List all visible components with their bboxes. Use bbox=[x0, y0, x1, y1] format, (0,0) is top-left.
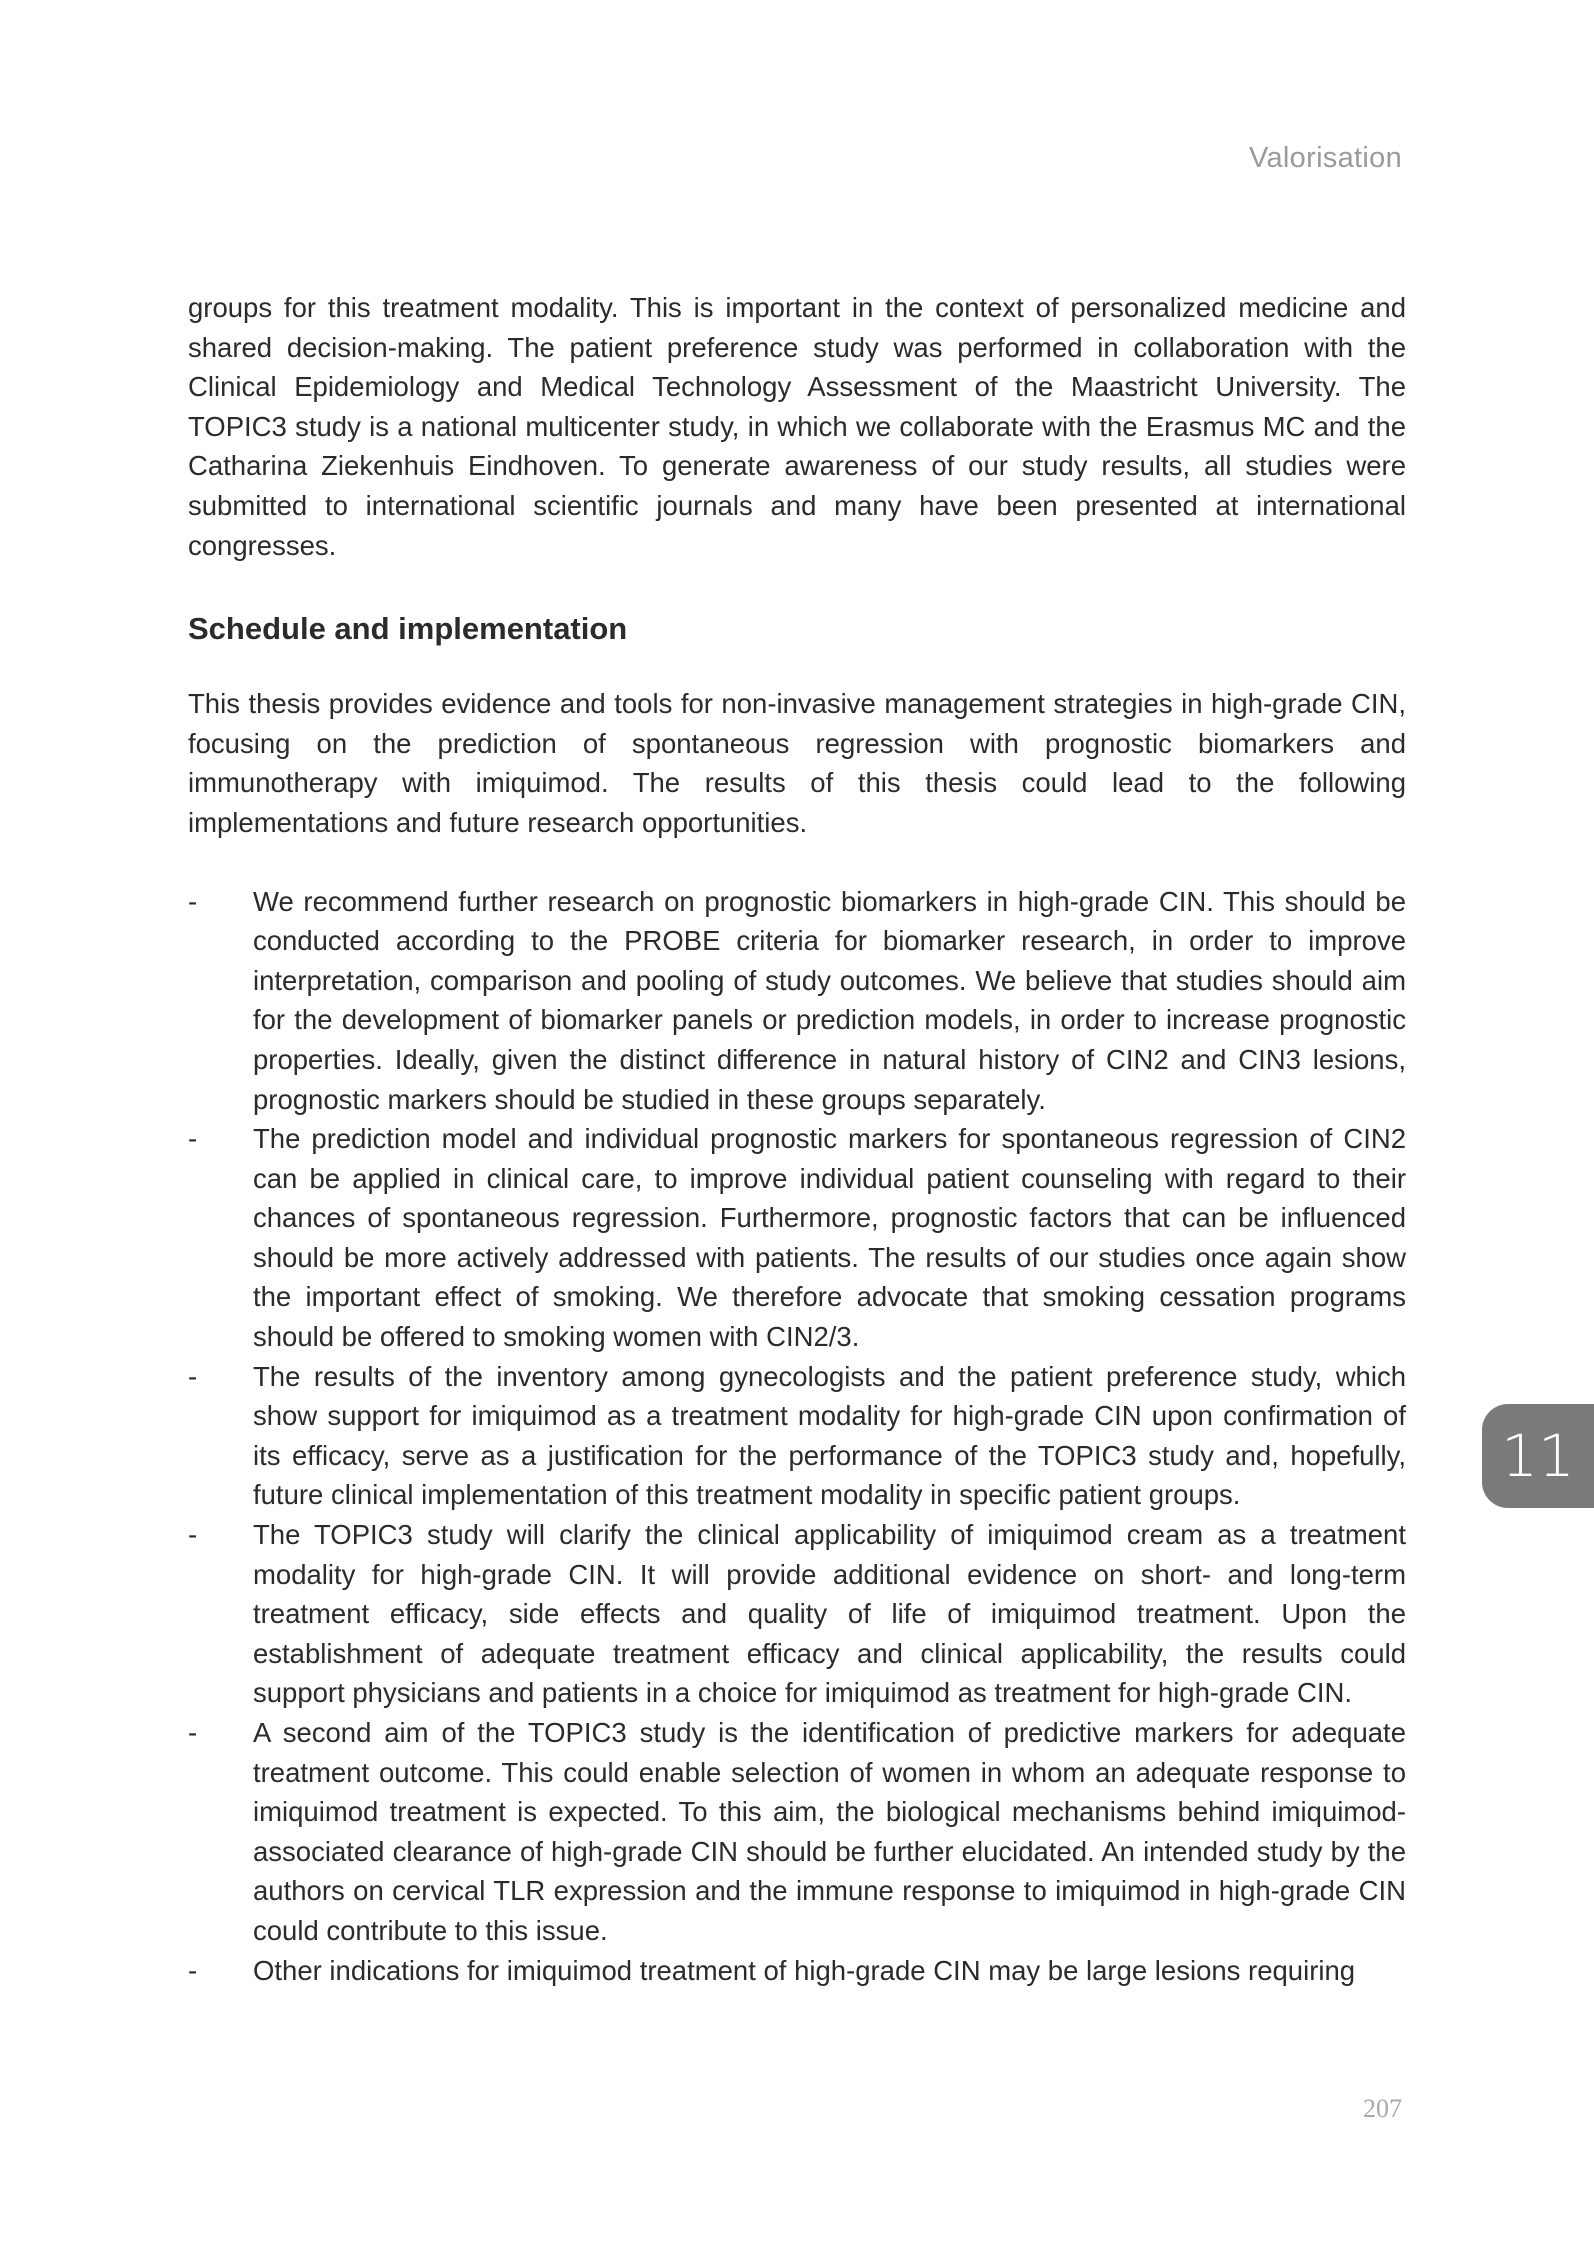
implementation-list bbox=[188, 882, 1406, 1991]
list-item bbox=[188, 1515, 1406, 1713]
chapter-tab bbox=[1482, 1404, 1594, 1508]
running-header: Valorisation bbox=[1249, 142, 1402, 174]
bullet-dash: - bbox=[188, 1123, 198, 1155]
bullet-dash: - bbox=[188, 1519, 198, 1551]
list-item-text: We recommend further research on prognostic biomarkers in high-grade CIN. This should be conducted according to the PROBE criteria for biomarker research, in order to improve interpretation, comparison and pooling of study outcomes. We believe that studies should aim for the development of biomarker panels or prediction models, in order to increase prognostic properties. Ideally, given the distinct difference in natural history of CIN2 and CIN3 lesions, prognostic markers should be studied in these groups separately. bbox=[253, 885, 1406, 1115]
list-item bbox=[188, 1951, 1406, 1991]
bullet-dash: - bbox=[188, 1360, 198, 1392]
page-content bbox=[188, 288, 1406, 1990]
chapter-number: 11 bbox=[1501, 1422, 1575, 1490]
bullet-dash: - bbox=[188, 885, 198, 917]
page-number: 207 bbox=[1363, 2094, 1402, 2123]
bullet-dash: - bbox=[188, 1717, 198, 1748]
list-item-text: A second aim of the TOPIC3 study is the identification of predictive markers for adequate treatment outcome. This could enable selection of women in whom an adequate response to imiquimod treatment is expected. To this aim, the biological mechanisms behind imiquimod-associated clearance of high-grade CIN should be further elucidated. An intended study by the authors on cervical TLR expression and the immune response to imiquimod in high-grade CIN could contribute to this issue. bbox=[253, 1717, 1406, 1946]
list-item bbox=[188, 1119, 1406, 1357]
bullet-dash: - bbox=[188, 1954, 198, 1986]
section-paragraph: This thesis provides evidence and tools for non-invasive management strategies in high-grade CIN, focusing on the prediction of spontaneous regression with prognostic biomarkers and immunotherapy with imiquimod. The results of this thesis could lead to the following implementations and future research opportunities. bbox=[188, 688, 1406, 838]
list-item-text: Other indications for imiquimod treatment of high-grade CIN may be large lesions requiring bbox=[253, 1954, 1356, 1986]
list-item-text: The prediction model and individual prognostic markers for spontaneous regression of CIN2 can be applied in clinical care, to improve individual patient counseling with regard to their chances of spontaneous regression. Furthermore, prognostic factors that can be influenced should be more actively addressed with patients. The results of our studies once again show the important effect of smoking. We therefore advocate that smoking cessation programs should be offered to smoking women with CIN2/3. bbox=[253, 1123, 1406, 1353]
section-heading: Schedule and implementation bbox=[188, 611, 628, 647]
list-item bbox=[188, 1357, 1406, 1515]
list-item bbox=[188, 1713, 1406, 1951]
intro-paragraph: groups for this treatment modality. This is important in the context of personalized medicine and shared decision-making. The patient preference study was performed in collaboration with the Clinical Epidemiology and Medical Technology Assessment of the Maastricht University. The TOPIC3 study is a national multicenter study, in which we collaborate with the Erasmus MC and the Catharina Ziekenhuis Eindhoven. To generate awareness of our study results, all studies were submitted to international scientific journals and many have been presented at international congresses. bbox=[188, 292, 1406, 561]
list-item-text: The TOPIC3 study will clarify the clinical applicability of imiquimod cream as a treatment modality for high-grade CIN. It will provide additional evidence on short- and long-term treatment efficacy, side effects and quality of life of imiquimod treatment. Upon the establishment of adequate treatment efficacy and clinical applicability, the results could support physicians and patients in a choice for imiquimod as treatment for high-grade CIN. bbox=[253, 1519, 1406, 1709]
list-item bbox=[188, 882, 1406, 1120]
list-item-text: The results of the inventory among gynecologists and the patient preference study, which show support for imiquimod as a treatment modality for high-grade CIN upon confirmation of its efficacy, serve as a justification for the performance of the TOPIC3 study and, hopefully, future clinical implementation of this treatment modality in specific patient groups. bbox=[253, 1360, 1406, 1511]
